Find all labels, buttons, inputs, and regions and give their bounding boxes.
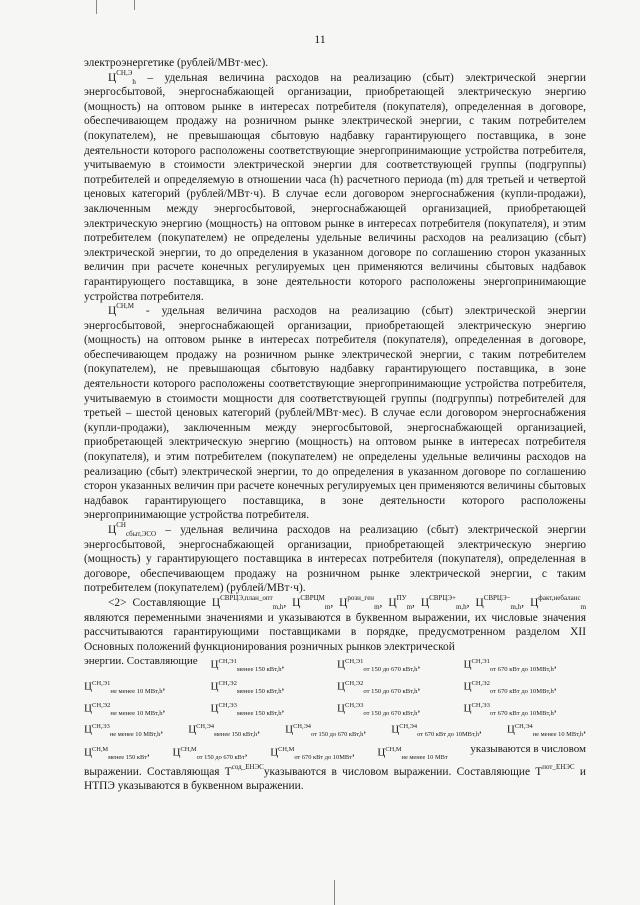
formula-symbol: $Ц^{СН,М}$ xyxy=(108,302,134,318)
continuation-line: электроэнергетике (рублей/МВт·мес). xyxy=(84,57,269,69)
document-body xyxy=(84,56,586,794)
scan-mark xyxy=(334,880,335,905)
tariff-symbol: $Ц^{СН,Э4}_{от 150 до 670 кВт,h}$, xyxy=(285,722,367,738)
tariff-symbol-grid xyxy=(84,655,586,720)
formula-symbol: $Ц^{розн\_ген}_m$ xyxy=(339,593,380,611)
scan-mark xyxy=(134,0,135,10)
formula-symbol: $Т^{пот\_ЕНЭС}$ xyxy=(535,762,575,778)
formula-symbol: $Ц^{СВРЦЭ-}_{m,h}$ xyxy=(475,593,522,611)
paragraph-p3: $Ц^{СН}_{сбыт,ЭСО}$ – удельная величина расходов на реализацию (сбыт) электрической энергии энергосбытовой, энергоснабжающей организации, приобретающей электрическую энергию (мощность) у гарантирующего поставщика в интересах потребителя (покупателя), определенная в договоре, обеспечивающем продажу на розничном рынке электрической энергии, с таким потребителем (покупателем) (рублей/МВт·ч). xyxy=(84,521,586,595)
grid-lead: энергии. Составляющие xyxy=(84,655,198,668)
tariff-symbol: $Ц^{СН,Э3}_{менее 150 кВт,h}$, xyxy=(210,702,285,717)
formula-symbol: $Т^{сод\_ЕНЭС}$ xyxy=(224,762,264,778)
tariff-symbol: $Ц^{СН,Э4}_{менее 150 кВт,h}$, xyxy=(188,722,261,738)
tariff-symbol: $Ц^{СН,М}_{от 150 до 670 кВт}$, xyxy=(172,745,248,761)
tariff-symbol: $Ц^{СН,Э3}_{от 150 до 670 кВт,h}$, xyxy=(337,702,421,717)
tariff-symbol: $Ц^{СН,Э1}_{от 150 до 670 кВт,h}$, xyxy=(337,658,421,674)
tariff-symbol: $Ц^{СН,Э1}_{не менее 10 МВт,h}$, xyxy=(84,680,166,696)
tariff-symbol: $Ц^{СН,Э1}_{от 670 кВт до 10МВт,h}$, xyxy=(463,658,557,674)
formula-symbol: $Ц^{СВРЦМ}_m$ xyxy=(292,593,331,611)
tariff-symbol: $Ц^{СН,Э2}_{не менее 10 МВт,h}$, xyxy=(84,702,166,717)
formula-symbol: $Ц^{СН,Э}_h$ xyxy=(108,68,136,86)
tariff-symbol: $Ц^{СН,Э3}_{от 670 кВт до 10МВт,h}$, xyxy=(463,702,557,717)
tariff-symbol: $Ц^{СН,М}_{менее 150 кВт}$, xyxy=(84,745,150,761)
paragraph-p2: $Ц^{СН,М}$ - удельная величина расходов на реализацию (сбыт) электрической энергии энергосбытовой, энергоснабжающей организации, приобретающей электрическую энергию (мощность) на оптовом рынке в интересах потребителя (покупателя), определенная в договоре, обеспечивающем продажу на розничном рынке электрической энергии, с таким потребителем (покупателем), не превышающая сбытовую надбавку гарантирующего поставщика, в зоне деятельности которого расположены соответствующие энергопринимающие устройства потребителя, учитываемую в стоимости мощности для соответствующей группы (подгруппы) потребителей для третьей – шестой ценовых категорий (рублей/МВт·мес). В случае если договором энергоснабжения (купли-продажи), заключенным между энергосбытовой, энергоснабжающей организацией, приобретающей электрическую энергию (мощность) на оптовом рынке в интересах потребителя (покупателя), и этим потребителем (покупателем) не определены удельные величины расходов на реализацию (сбыт) электрической энергии, то до определения в указанном договоре по соглашению сторон указанных величин при расчете конечных регулируемых цен применяются величины сбытовых надбавок гарантирующего поставщика, в зоне деятельности которого расположены энергопринимающие устройства потребителя. xyxy=(84,302,586,522)
tail-text: указываются в числовом xyxy=(470,742,586,755)
tariff-symbol: $Ц^{СН,Э4}_{от 670 кВт до 10МВт,h}$, xyxy=(391,722,482,738)
tariff-symbol-row xyxy=(84,742,586,765)
formula-symbol: $Ц^{ПУ}_m$ xyxy=(388,593,413,611)
tariff-symbol: $Ц^{СН,М}_{от 670 кВт до 10МВт}$, xyxy=(270,745,355,761)
tariff-symbol: $Ц^{СН,Э2}_{менее 150 кВт,h}$, xyxy=(210,680,285,696)
tariff-symbol: $Ц^{СН,Э3}_{не менее 10 МВт,h}$, xyxy=(84,722,164,738)
tariff-symbol: $Ц^{СН,Э2}_{от 150 до 670 кВт,h}$, xyxy=(337,680,421,696)
formula-symbol: $Ц^{СВРЦЭ+}_{m,h}$ xyxy=(420,593,467,611)
formula-symbol: $Ц^{СВРЦЭ,план\_опт}_{m,h}$ xyxy=(211,593,284,611)
paragraph-p1: $Ц^{СН,Э}_h$ – удельная величина расходов на реализацию (сбыт) электрической энергии энергосбытовой, энергоснабжающей организации, приобретающей электрическую энергию (мощность) на оптовом рынке в интересах потребителя (покупателя), определенная в договоре, обеспечивающем продажу на розничном рынке электрической энергии, с таким потребителем (покупателем), не превышающая сбытовую надбавку гарантирующего поставщика, в зоне деятельности которого расположены соответствующие энергопринимающие устройства потребителя, учитываемую в стоимости электрической энергии для соответствующей группы (подгруппы) потребителей и определяемую в отношении часа (h) расчетного периода (m) для третьей и четвертой ценовых категорий (рублей/МВт·ч). В случае если договором энергоснабжения (купли-продажи), заключенным между энергосбытовой, энергоснабжающей организацией, приобретающей электрическую энергию (мощность) на оптовом рынке в интересах потребителя (покупателя), и этим потребителем (покупателем) не определены удельные величины расходов на реализацию (сбыт) электрической энергии, то до определения в указанном договоре по соглашению сторон указанных величин при расчете конечных регулируемых цен применяются величины сбытовых надбавок гарантирующего поставщика, в зоне деятельности которого расположены энергопринимающие устройства потребителя. xyxy=(84,68,586,303)
tariff-symbol-row xyxy=(84,720,586,742)
closing-text: выражении. Составляющая $Т^{сод\_ЕНЭС}указываются$ в числовом выражении. Составляющие $Т^{пот\_ЕНЭС}$ и НТПЭ указываются в буквенном выражении. xyxy=(84,762,586,793)
tariff-symbol: $Ц^{СН,Э1}_{менее 150 кВт,h}$, xyxy=(210,658,285,674)
tariff-symbol: $Ц^{СН,Э2}_{от 670 кВт до 10МВт,h}$, xyxy=(463,680,557,696)
page-number: 11 xyxy=(314,32,326,46)
formula-symbol: $Ц^{СН}_{сбыт,ЭСО}$ xyxy=(108,521,157,538)
tariff-symbol: $Ц^{СН,М}_{не менее 10 МВт}$ xyxy=(377,745,448,761)
formula-symbol: $Ц^{факт,небаланс}_m$ xyxy=(530,593,587,611)
paragraph-p4: <2> Составляющие $Ц^{СВРЦЭ,план\_опт}_{m,h}$, $Ц^{СВРЦМ}_m$, $Ц^{розн\_ген}_m$, $Ц^{ПУ}_m$, $Ц^{СВРЦЭ+}_{m,h}$, $Ц^{СВРЦЭ-}_{m,h}$, $Ц^{факт,небаланс}_m$ являются переменными значениями и указываются в буквенном выражении, их числовые значения рассчитываются гарантирующими поставщиками в порядке, предусмотренном разделом XII Основных положений функционирования розничных рынков электрической xyxy=(84,593,587,653)
scan-mark xyxy=(96,0,97,14)
tariff-symbol: $Ц^{СН,Э4}_{не менее 10 МВт,h}$, xyxy=(506,722,586,738)
